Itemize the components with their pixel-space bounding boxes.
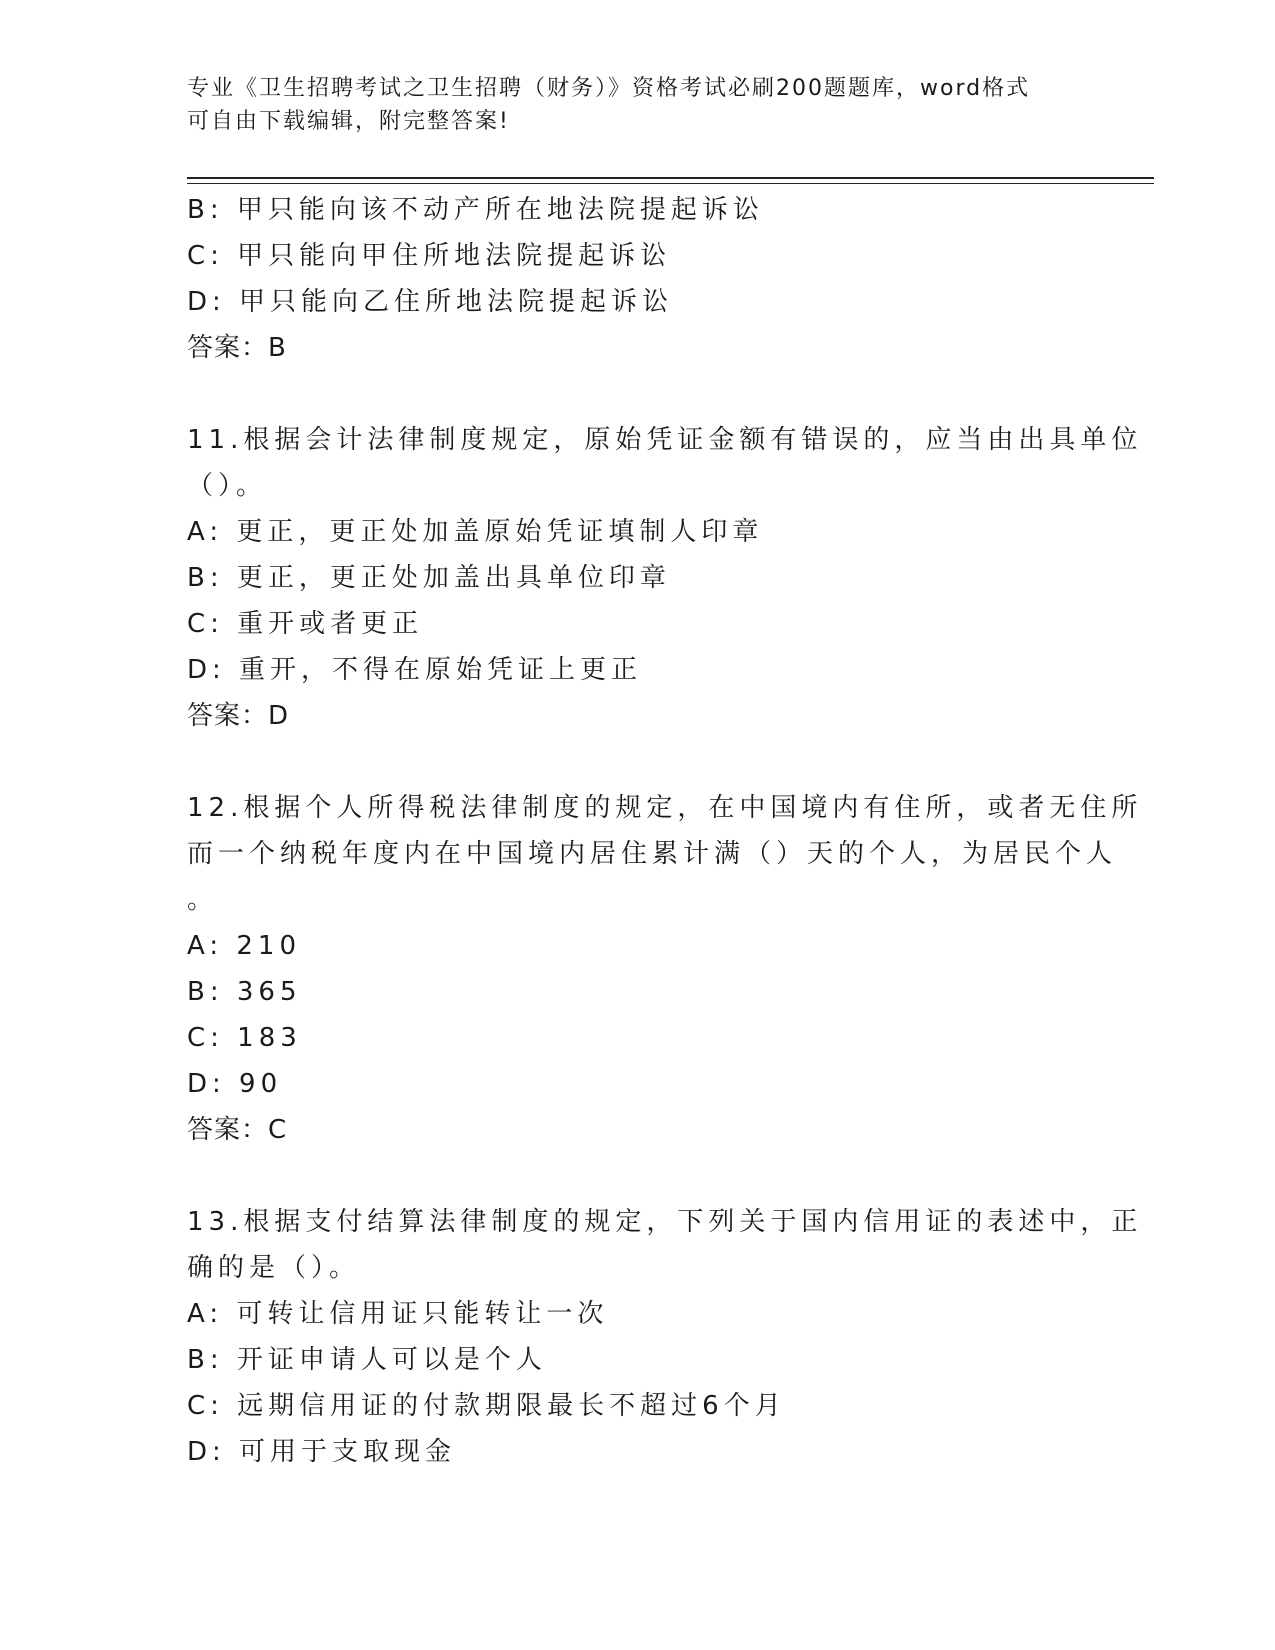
answer-line: 答案：B bbox=[187, 333, 287, 363]
header-line-2: 可自由下载编辑，附完整答案! bbox=[187, 109, 510, 134]
option-b: B: 开证申请人可以是个人 bbox=[187, 1345, 547, 1375]
option-c: C: 重开或者更正 bbox=[187, 609, 424, 639]
question-stem-cont: （）。 bbox=[187, 471, 268, 501]
spacer bbox=[187, 371, 1087, 417]
question-stem: 11.根据会计法律制度规定，原始凭证金额有错误的，应当由出具单位 bbox=[187, 425, 1143, 455]
option-d: D: 可用于支取现金 bbox=[187, 1437, 457, 1467]
answer-line: 答案：C bbox=[187, 1115, 288, 1145]
question-stem: 12.根据个人所得税法律制度的规定，在中国境内有住所，或者无住所 bbox=[187, 793, 1143, 823]
option-b: B: 甲只能向该不动产所在地法院提起诉讼 bbox=[187, 195, 764, 225]
question-stem-cont: 确的是（）。 bbox=[187, 1253, 361, 1283]
question-13 bbox=[187, 1199, 1143, 1475]
option-d: D: 甲只能向乙住所地法院提起诉讼 bbox=[187, 287, 674, 317]
header-line-1: 专业《卫生招聘考试之卫生招聘（财务）》资格考试必刷200题题库，word格式 bbox=[187, 76, 1031, 101]
answer-line: 答案：D bbox=[187, 701, 290, 731]
spacer bbox=[187, 1153, 1087, 1199]
option-d: D: 90 bbox=[187, 1069, 283, 1099]
option-a: A: 更正，更正处加盖原始凭证填制人印章 bbox=[187, 517, 764, 547]
spacer bbox=[187, 739, 1087, 785]
option-b: B: 365 bbox=[187, 977, 302, 1007]
option-c: C: 183 bbox=[187, 1023, 302, 1053]
option-c: C: 甲只能向甲住所地法院提起诉讼 bbox=[187, 241, 672, 271]
option-b: B: 更正，更正处加盖出具单位印章 bbox=[187, 563, 671, 593]
question-12 bbox=[187, 785, 1143, 1153]
header-divider-thick bbox=[187, 177, 1154, 179]
question-list bbox=[187, 187, 1143, 1475]
document-header bbox=[187, 72, 1067, 138]
option-d: D: 重开，不得在原始凭证上更正 bbox=[187, 655, 643, 685]
question-stem-cont: 。 bbox=[187, 885, 219, 915]
question-stem-cont: 而一个纳税年度内在中国境内居住累计满（）天的个人，为居民个人 bbox=[187, 839, 1118, 869]
option-c: C: 远期信用证的付款期限最长不超过6个月 bbox=[187, 1391, 786, 1421]
question-11 bbox=[187, 417, 1143, 739]
option-a: A: 210 bbox=[187, 931, 301, 961]
option-a: A: 可转让信用证只能转让一次 bbox=[187, 1299, 609, 1329]
question-stem: 13.根据支付结算法律制度的规定，下列关于国内信用证的表述中，正 bbox=[187, 1207, 1143, 1237]
header-divider-thin bbox=[187, 183, 1154, 184]
question-10-tail bbox=[187, 187, 1087, 371]
